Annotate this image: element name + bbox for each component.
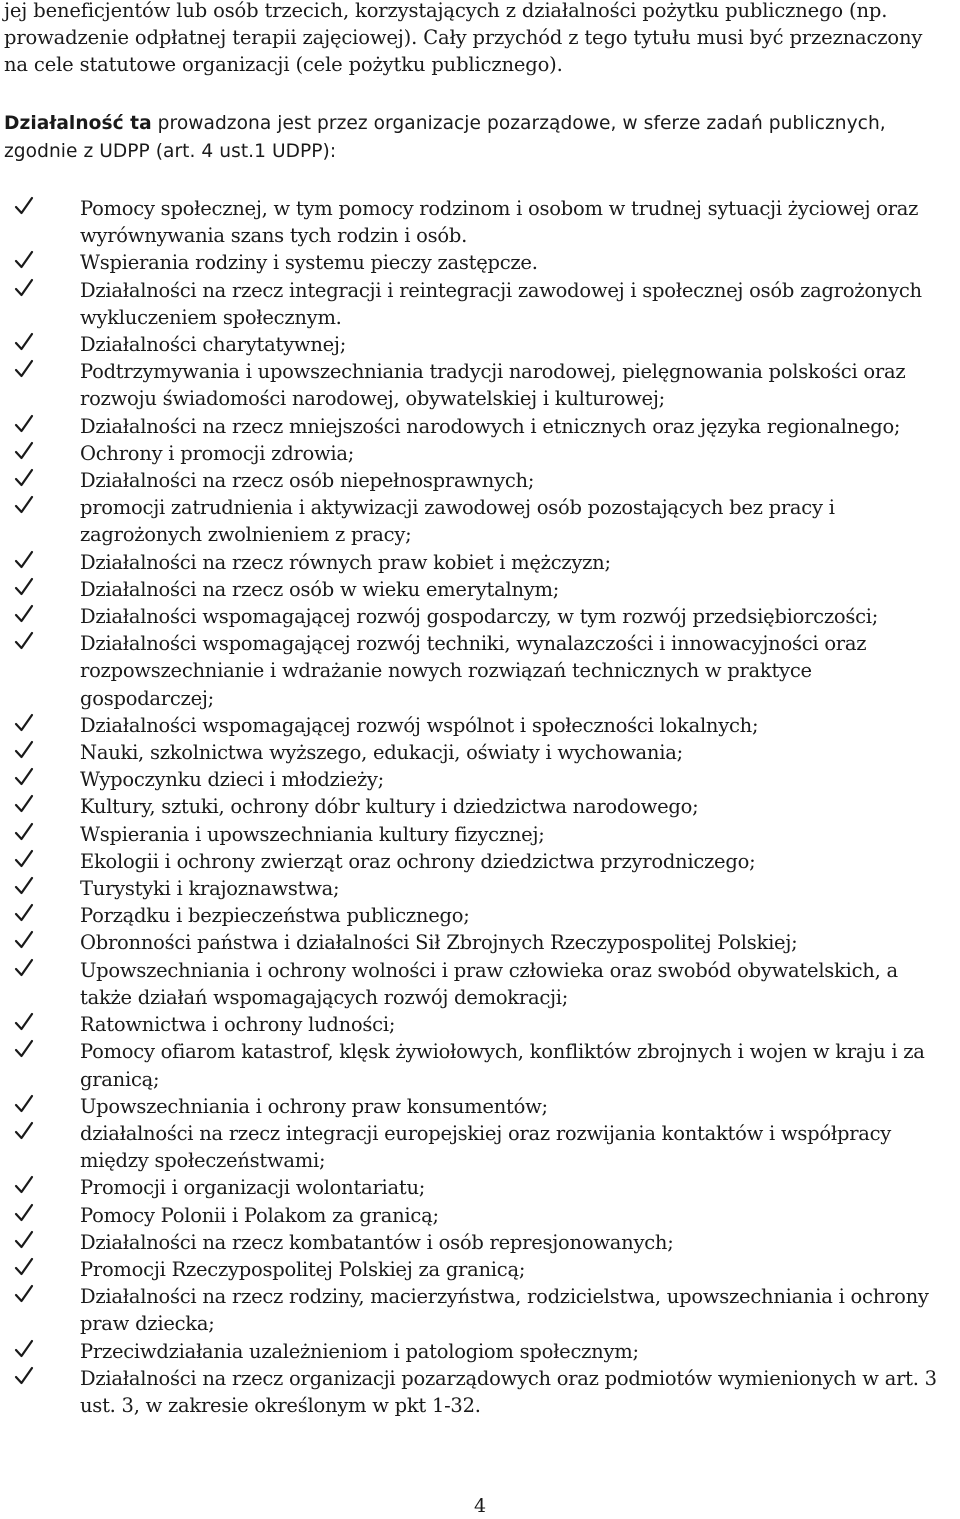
list-item-text: Ochrony i promocji zdrowia; bbox=[80, 441, 355, 465]
list-item-text: Turystyki i krajoznawstwa; bbox=[80, 877, 340, 901]
section-text-2: zgodnie z UDPP (art. 4 ust.1 UDPP): bbox=[4, 141, 337, 162]
checkmark-icon bbox=[14, 195, 36, 222]
list-item-text: Wypoczynku dzieci i młodzieży; bbox=[80, 768, 384, 792]
intro-line-3: na cele statutowe organizacji (cele pożytku publicznego). bbox=[4, 53, 563, 76]
section-text-1: prowadzona jest przez organizacje pozarządowe, w sferze zadań publicznych, bbox=[151, 113, 886, 134]
list-item bbox=[0, 277, 950, 331]
list-item-text: Działalności na rzecz mniejszości narodowych i etnicznych oraz języka regionalnego; bbox=[80, 414, 901, 438]
list-item-text: Podtrzymywania i upowszechniania tradycji narodowej, pielęgnowania polskości oraz rozwoju świadomości narodowej, obywatelskiej i kulturowej; bbox=[80, 360, 906, 411]
list-item-text: Działalności wspomagającej rozwój wspólnot i społeczności lokalnych; bbox=[80, 713, 759, 737]
list-item-text: Działalności na rzecz kombatantów i osób represjonowanych; bbox=[80, 1230, 674, 1254]
list-item bbox=[0, 576, 950, 603]
list-item bbox=[0, 549, 950, 576]
checkmark-icon bbox=[14, 712, 36, 739]
list-item bbox=[0, 1011, 950, 1038]
checkmark-icon bbox=[14, 739, 36, 766]
checkmark-icon bbox=[14, 766, 36, 793]
list-item-text: Działalności wspomagającej rozwój techniki, wynalazczości i innowacyjności oraz rozpowszechnianie i wdrażanie nowych rozwiązań technicznych w praktyce gospodarczej; bbox=[80, 632, 867, 710]
list-item-text: Pomocy Polonii i Polakom za granicą; bbox=[80, 1203, 439, 1227]
section-bold-lead: Działalność ta bbox=[4, 113, 152, 134]
list-item bbox=[0, 249, 950, 276]
intro-line-2: prowadzenie odpłatnej terapii zajęciowej). Cały przychód z tego tytułu musi być przeznaczony bbox=[4, 26, 923, 49]
checkmark-icon bbox=[14, 1283, 36, 1310]
list-item-text: działalności na rzecz integracji europejskiej oraz rozwijania kontaktów i współpracy między społeczeństwami; bbox=[80, 1121, 892, 1173]
list-item bbox=[0, 603, 950, 630]
checkmark-icon bbox=[14, 1174, 36, 1201]
list-item bbox=[0, 440, 950, 467]
list-item bbox=[0, 793, 950, 820]
list-item-text: Działalności na rzecz równych praw kobiet i mężczyzn; bbox=[80, 550, 611, 574]
checkmark-icon bbox=[14, 1093, 36, 1120]
checkmark-icon bbox=[14, 1229, 36, 1256]
list-item bbox=[0, 929, 950, 956]
list-item bbox=[0, 957, 950, 1011]
list-item bbox=[0, 1365, 950, 1419]
list-item bbox=[0, 1120, 950, 1174]
checkmark-icon bbox=[14, 1256, 36, 1283]
page-number: 4 bbox=[473, 1495, 487, 1517]
checkmark-icon bbox=[14, 331, 36, 358]
list-item-text: Ratownictwa i ochrony ludności; bbox=[80, 1013, 396, 1037]
checkmark-icon bbox=[14, 358, 36, 385]
list-item bbox=[0, 1338, 950, 1365]
list-item-text: Wspierania i upowszechniania kultury fizycznej; bbox=[80, 822, 545, 846]
list-item bbox=[0, 1093, 950, 1120]
list-item-text: Działalności na rzecz osób w wieku emerytalnym; bbox=[80, 577, 560, 601]
checkmark-icon bbox=[14, 848, 36, 875]
list-item bbox=[0, 1174, 950, 1201]
list-item-text: Działalności na rzecz osób niepełnosprawnych; bbox=[80, 469, 535, 493]
list-item-text: Porządku i bezpieczeństwa publicznego; bbox=[80, 904, 470, 928]
checkmark-icon bbox=[14, 1365, 36, 1392]
list-item bbox=[0, 766, 950, 793]
checkmark-icon bbox=[14, 630, 36, 657]
list-item-text: Upowszechniania i ochrony praw konsumentów; bbox=[80, 1094, 548, 1118]
list-item-text: Promocji i organizacji wolontariatu; bbox=[80, 1176, 426, 1200]
checkmark-icon bbox=[14, 467, 36, 494]
checkmark-icon bbox=[14, 875, 36, 902]
list-item-text: Wspierania rodziny i systemu pieczy zastępcze. bbox=[80, 251, 538, 275]
list-item-text: promocji zatrudnienia i aktywizacji zawodowej osób pozostających bez pracy i zagrożonych zwolnieniem z pracy; bbox=[80, 496, 835, 547]
intro-paragraph bbox=[0, 0, 956, 78]
checkmark-icon bbox=[14, 1202, 36, 1229]
list-item bbox=[0, 1256, 950, 1283]
list-item-text: Upowszechniania i ochrony wolności i praw człowieka oraz swobód obywatelskich, a także działań wspomagających rozwój demokracji; bbox=[80, 958, 898, 1009]
list-item-text: Działalności na rzecz rodziny, macierzyństwa, rodzicielstwa, upowszechniania i ochrony praw dziecka; bbox=[80, 1285, 929, 1336]
list-item-text: Nauki, szkolnictwa wyższego, edukacji, oświaty i wychowania; bbox=[80, 741, 683, 765]
list-item bbox=[0, 1202, 950, 1229]
list-item-text: Działalności na rzecz integracji i reintegracji zawodowej i społecznej osób zagrożonych wykluczeniem społecznym. bbox=[80, 278, 922, 329]
list-item bbox=[0, 494, 950, 548]
list-item bbox=[0, 331, 950, 358]
list-item-text: Kultury, sztuki, ochrony dóbr kultury i dziedzictwa narodowego; bbox=[80, 795, 699, 819]
list-item bbox=[0, 848, 950, 875]
list-item-text: Działalności na rzecz organizacji pozarządowych oraz podmiotów wymienionych w art. 3 ust. 3, w zakresie określonym w pkt 1-32. bbox=[80, 1366, 937, 1417]
checkmark-icon bbox=[14, 249, 36, 276]
checkmark-icon bbox=[14, 413, 36, 440]
checkmark-icon bbox=[14, 793, 36, 820]
list-item bbox=[0, 1038, 950, 1092]
checkmark-icon bbox=[14, 929, 36, 956]
list-item bbox=[0, 712, 950, 739]
list-item-text: Obronności państwa i działalności Sił Zbrojnych Rzeczypospolitej Polskiej; bbox=[80, 931, 798, 955]
list-item-text: Działalności charytatywnej; bbox=[80, 333, 347, 357]
list-item-text: Działalności wspomagającej rozwój gospodarczy, w tym rozwój przedsiębiorczości; bbox=[80, 605, 879, 629]
activity-list bbox=[0, 195, 960, 1419]
intro-line-1: jej beneficjentów lub osób trzecich, korzystających z działalności pożytku publicznego (np. bbox=[4, 0, 888, 22]
list-item bbox=[0, 902, 950, 929]
list-item bbox=[0, 739, 950, 766]
checkmark-icon bbox=[14, 821, 36, 848]
list-item bbox=[0, 1283, 950, 1337]
list-item bbox=[0, 821, 950, 848]
list-item bbox=[0, 467, 950, 494]
list-item bbox=[0, 875, 950, 902]
list-item bbox=[0, 358, 950, 412]
list-item bbox=[0, 195, 950, 249]
checkmark-icon bbox=[14, 603, 36, 630]
list-item bbox=[0, 413, 950, 440]
checkmark-icon bbox=[14, 549, 36, 576]
list-item-text: Promocji Rzeczypospolitej Polskiej za granicą; bbox=[80, 1257, 526, 1281]
list-item-text: Ekologii i ochrony zwierząt oraz ochrony dziedzictwa przyrodniczego; bbox=[80, 849, 756, 873]
checkmark-icon bbox=[14, 1120, 36, 1147]
checkmark-icon bbox=[14, 440, 36, 467]
section-paragraph bbox=[0, 110, 956, 166]
checkmark-icon bbox=[14, 1338, 36, 1365]
list-item-text: Pomocy ofiarom katastrof, klęsk żywiołowych, konfliktów zbrojnych i wojen w kraju i za granicą; bbox=[80, 1040, 925, 1091]
checkmark-icon bbox=[14, 957, 36, 984]
list-item-text: Przeciwdziałania uzależnieniom i patologiom społecznym; bbox=[80, 1339, 639, 1363]
list-item bbox=[0, 630, 950, 712]
list-item-text: Pomocy społecznej, w tym pomocy rodzinom i osobom w trudnej sytuacji życiowej oraz wyrównywania szans tych rodzin i osób. bbox=[80, 197, 919, 248]
checkmark-icon bbox=[14, 576, 36, 603]
checkmark-icon bbox=[14, 1011, 36, 1038]
list-item bbox=[0, 1229, 950, 1256]
checkmark-icon bbox=[14, 277, 36, 304]
checkmark-icon bbox=[14, 902, 36, 929]
checkmark-icon bbox=[14, 494, 36, 521]
checkmark-icon bbox=[14, 1038, 36, 1065]
